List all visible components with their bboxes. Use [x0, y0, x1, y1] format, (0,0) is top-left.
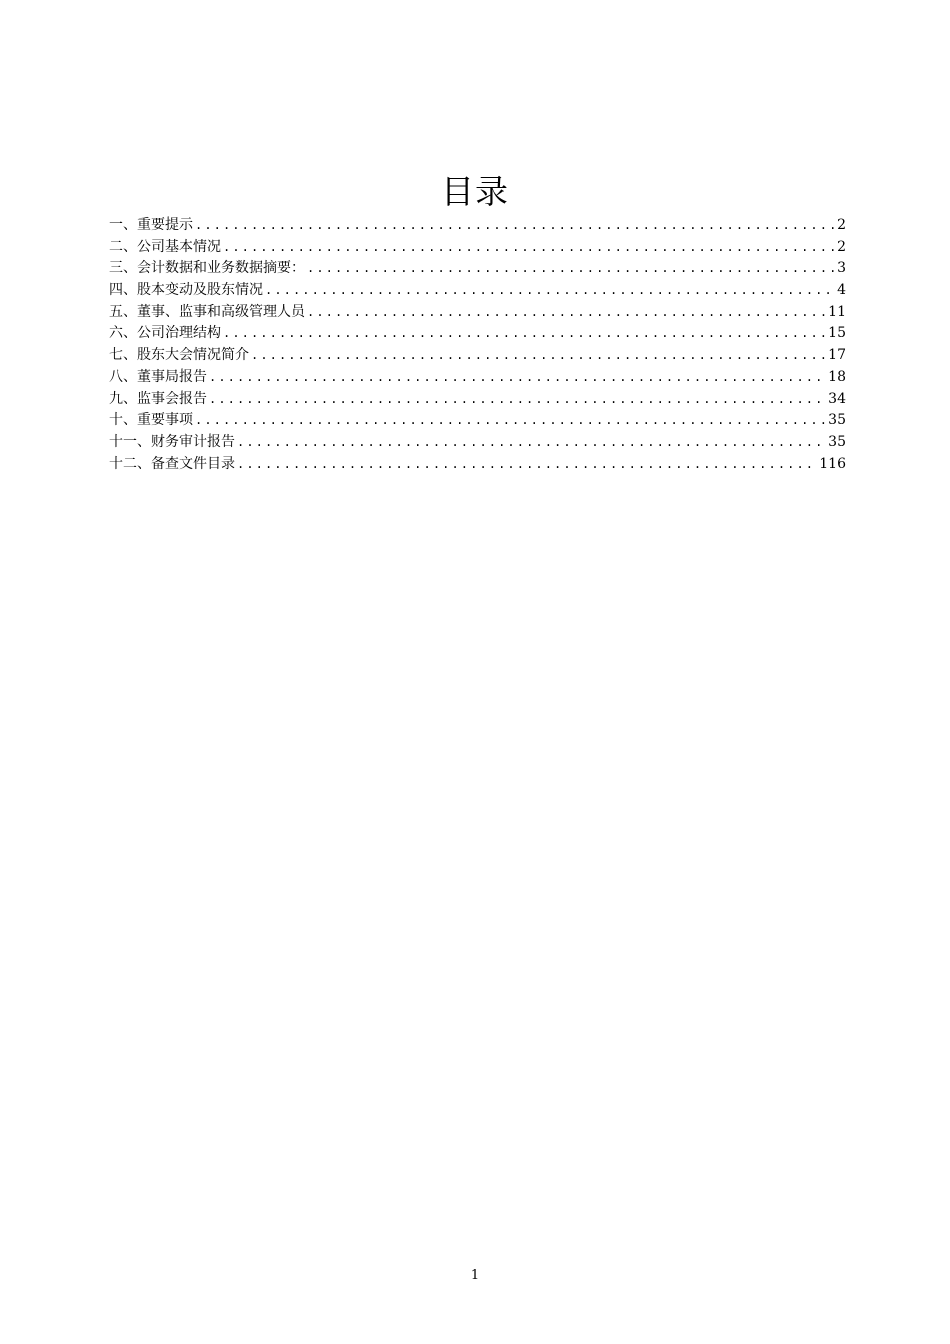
toc-entry-page: 11: [828, 303, 846, 320]
toc-entry-page: 116: [819, 455, 846, 472]
toc-entry-label: 十二、备查文件目录: [109, 455, 235, 472]
toc-dot-leader: [209, 367, 826, 389]
toc-entry-page: 35: [828, 412, 846, 429]
toc-entry[interactable]: [109, 302, 846, 324]
toc-entry[interactable]: [109, 367, 846, 389]
toc-dot-leader: [223, 323, 826, 345]
toc-entry-page: 3: [837, 260, 846, 277]
toc-entry[interactable]: [109, 323, 846, 345]
toc-entry-label: 十、重要事项: [109, 412, 193, 429]
toc-entry-label: 九、监事会报告: [109, 390, 207, 407]
page-title: 目录: [441, 172, 509, 211]
toc-entry-page: 4: [837, 282, 846, 299]
toc-entry-label: 四、股本变动及股东情况: [109, 282, 263, 299]
toc-entry-label: 七、股东大会情况简介: [109, 347, 249, 364]
page-number: 1: [470, 1268, 480, 1283]
toc-entry[interactable]: [109, 454, 846, 476]
toc-entry-page: 18: [828, 368, 846, 385]
toc-dot-leader: [237, 432, 826, 454]
toc-entry[interactable]: [109, 258, 846, 280]
toc-dot-leader: [307, 258, 835, 280]
toc-dot-leader: [265, 280, 835, 302]
toc-entry-page: 17: [828, 347, 846, 364]
toc-entry-label: 三、会计数据和业务数据摘要：: [109, 260, 305, 277]
toc-entry[interactable]: [109, 280, 846, 302]
toc-entry[interactable]: [109, 410, 846, 432]
toc-entry-page: 35: [828, 433, 846, 450]
toc-entry[interactable]: [109, 345, 846, 367]
toc-entry[interactable]: [109, 389, 846, 411]
toc-dot-leader: [209, 389, 826, 411]
toc-entry-label: 一、重要提示: [109, 217, 193, 233]
toc-entry-label: 十一、财务审计报告: [109, 433, 235, 450]
toc-entry[interactable]: [109, 432, 846, 454]
toc-dot-leader: [237, 454, 817, 476]
toc-dot-leader: [195, 410, 826, 432]
toc-entry-page: 2: [837, 217, 846, 233]
table-of-contents: [109, 215, 846, 475]
toc-dot-leader: [307, 302, 826, 324]
toc-entry-page: 2: [837, 238, 846, 255]
toc-entry-label: 二、公司基本情况: [109, 238, 221, 255]
toc-entry-label: 六、公司治理结构: [109, 325, 221, 342]
toc-dot-leader: [223, 237, 835, 259]
toc-entry[interactable]: [109, 237, 846, 259]
toc-entry-page: 15: [828, 325, 846, 342]
toc-entry-page: 34: [828, 390, 846, 407]
toc-entry-label: 五、董事、监事和高级管理人员: [109, 303, 305, 320]
toc-dot-leader: [251, 345, 826, 367]
toc-entry[interactable]: [109, 215, 846, 237]
toc-dot-leader: [195, 215, 835, 237]
toc-entry-label: 八、董事局报告: [109, 368, 207, 385]
